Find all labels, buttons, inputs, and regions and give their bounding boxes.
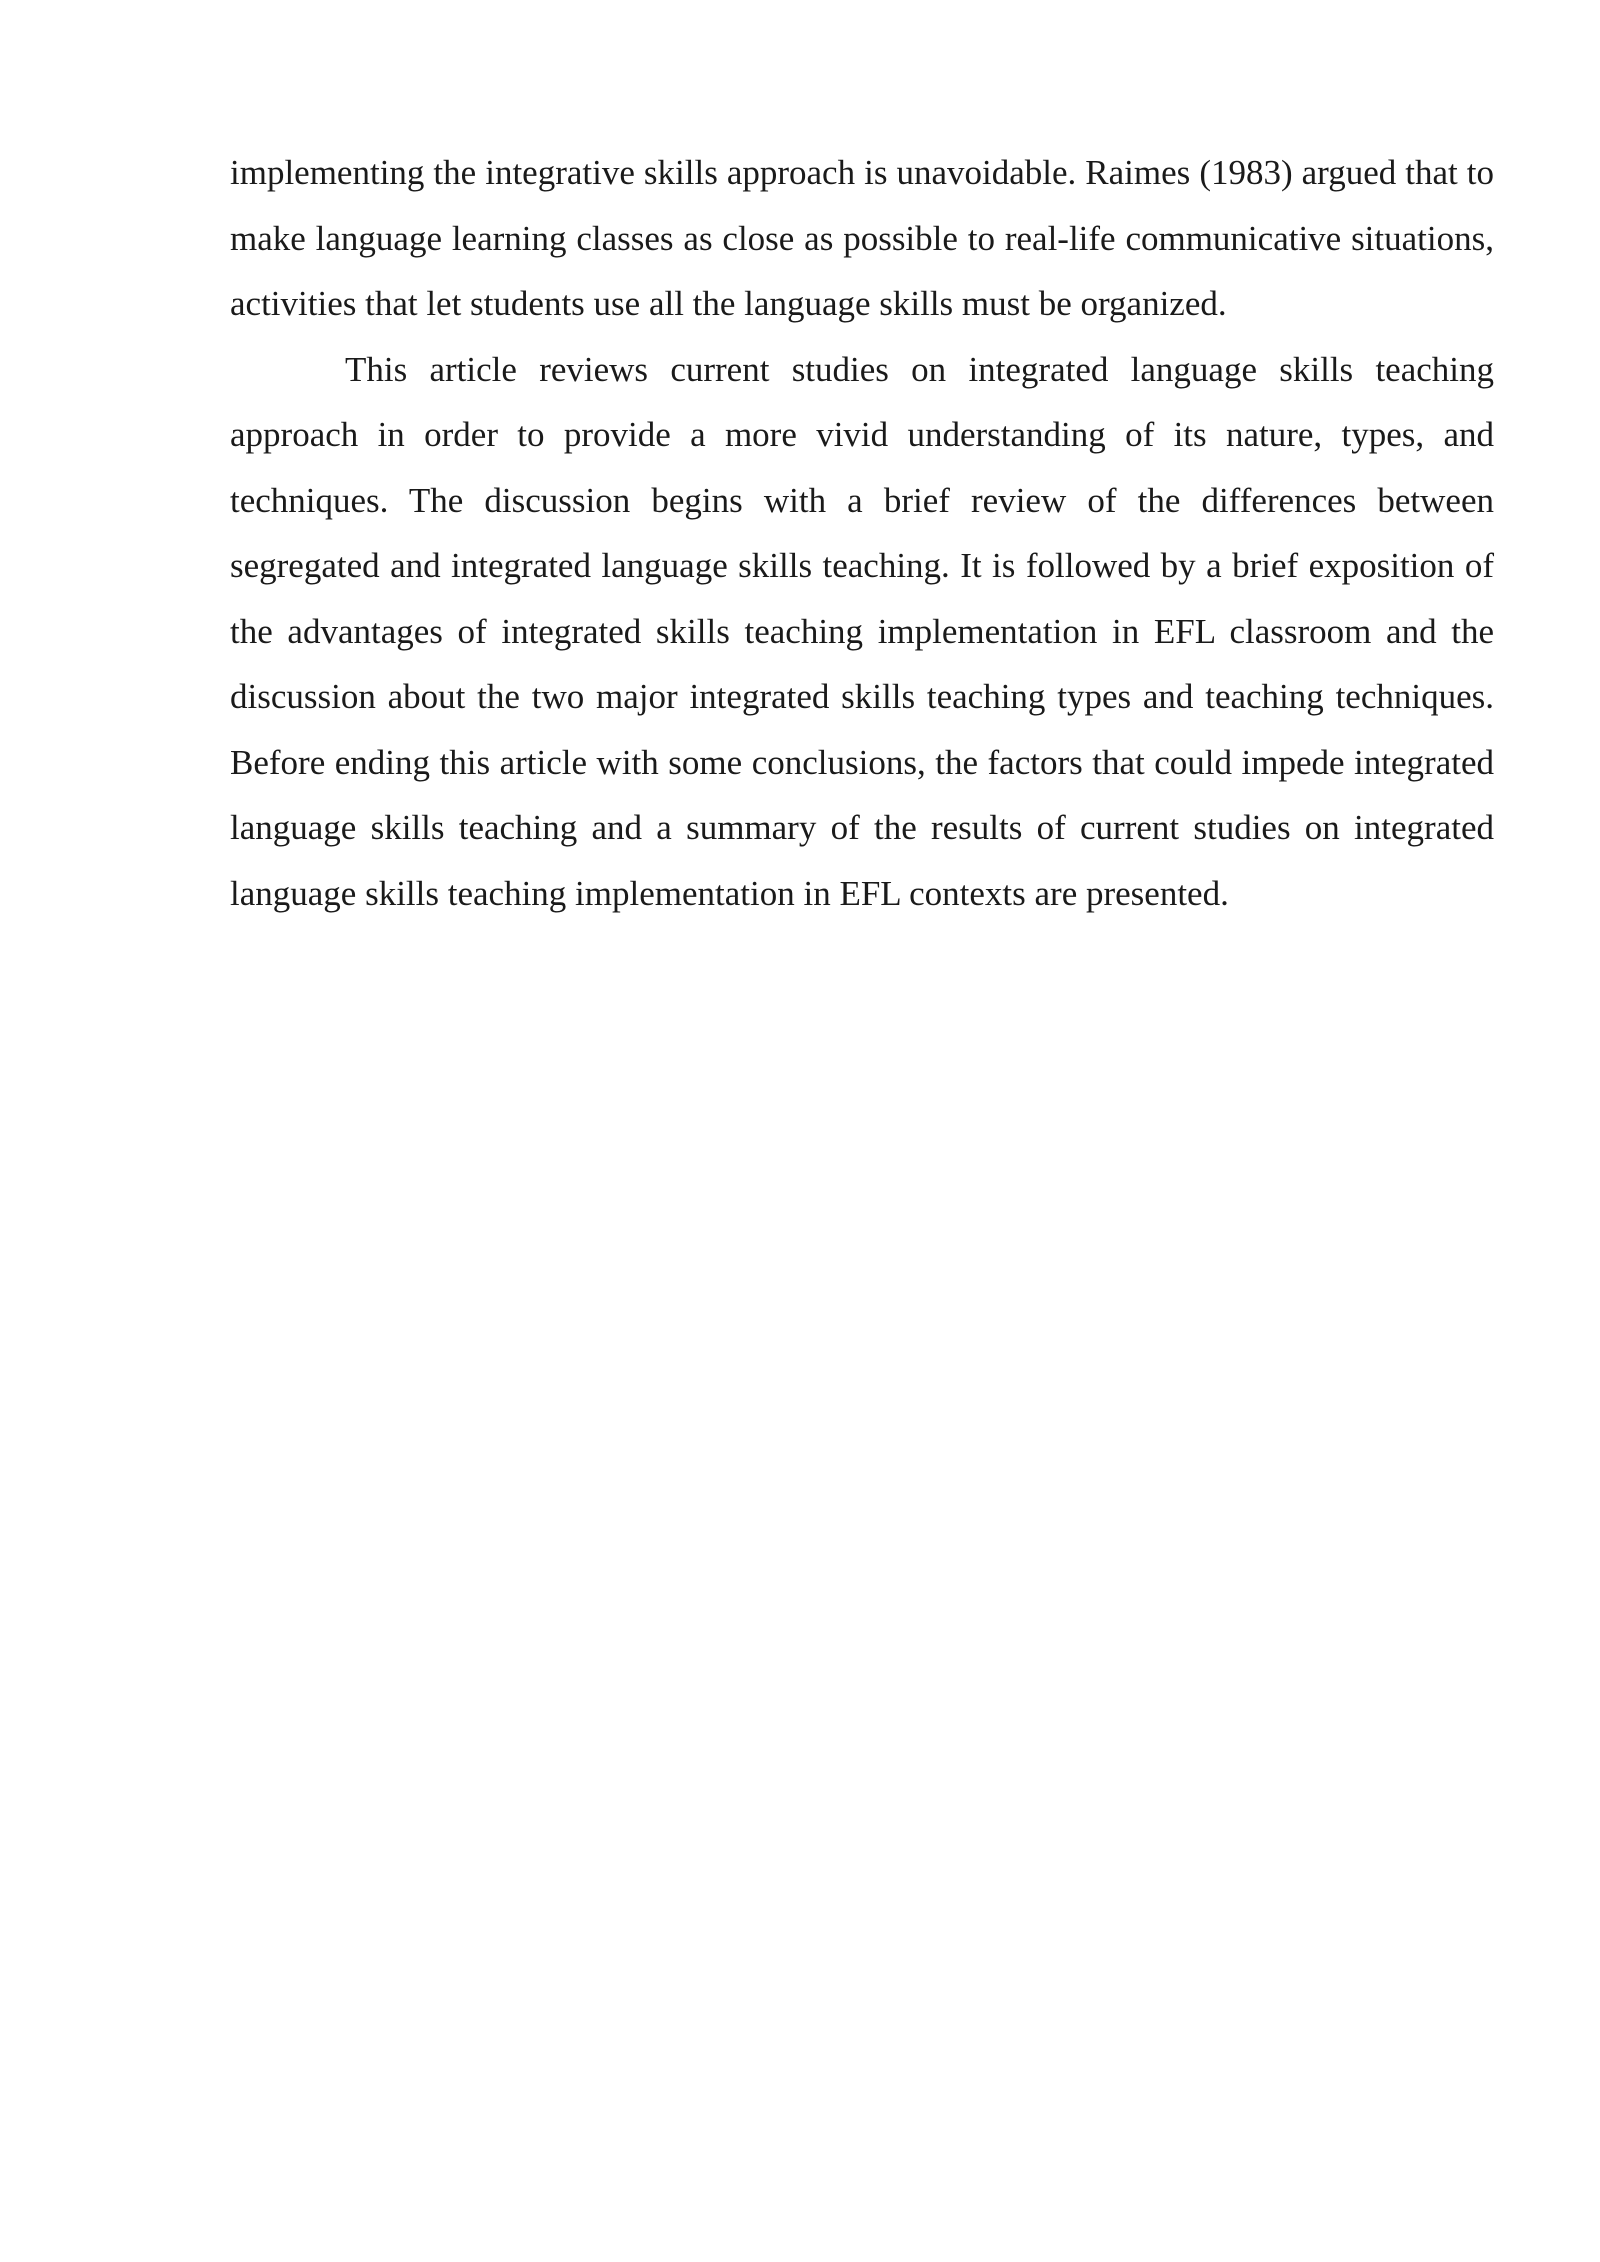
paragraph-article-overview: This article reviews current studies on integrated language skills teaching approach in order to provide a more vivid understanding of its nature, types, and techniques. The discussion begins with a brief review of the differences between segregated and integrated language skills teaching. It is followed by a brief exposition of the advantages of integrated skills teaching implementation in EFL classroom and the discussion about the two major integrated skills teaching types and teaching techniques. Before ending this article with some conclusions, the factors that could impede integrated language skills teaching and a summary of the results of current studies on integrated language skills teaching implementation in EFL contexts are presented. <box>230 349 1494 913</box>
body-text <box>230 140 1494 926</box>
paragraph-integrative-approach: implementing the integrative skills approach is unavoidable. Raimes (1983) argued that to make language learning classes as close as possible to real-life communicative situations, activities that let students use all the language skills must be organized. <box>230 153 1494 323</box>
